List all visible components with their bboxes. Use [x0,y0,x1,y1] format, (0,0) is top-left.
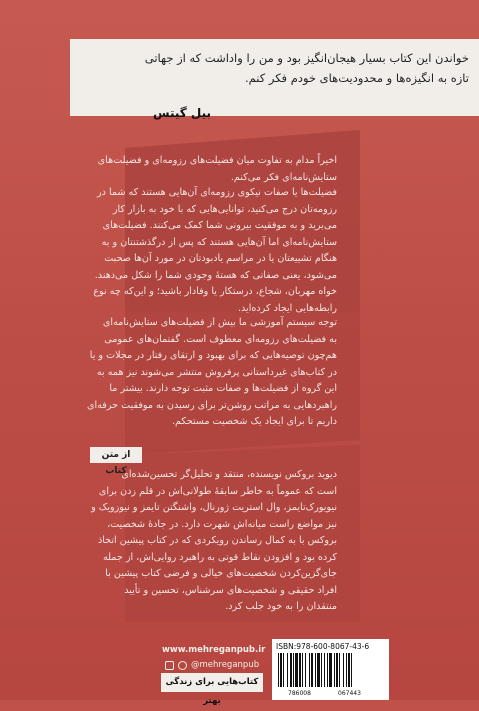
text-line: داریم تا برای ایجاد یک شخصیت مستحکم. [171,416,337,427]
text-line: می‌شود، یعنی صفاتی که هستهٔ وجودی شما را شکل می‌دهند. [94,269,337,281]
barcode-bar [278,653,279,687]
text-line: توجه سیستم آموزشی ما بیش از فضیلت‌های ستایش‌نامه‌ای [102,317,337,328]
barcode-bar [311,653,313,687]
publisher-social [165,660,259,670]
text-line: کرده بود و افزودن نقاط قوتی به راهبرد روایی‌اش، از جمله [102,551,337,563]
text-line: راهبردهایی به مراتب روشن‌تر برای رسیدن به موفقیت حرفه‌ای [86,399,337,411]
barcode-bar [295,653,298,687]
text-line: این گروه از فضیلت‌ها و صفات مثبت توجه دارند. بیشتر ما [109,383,337,394]
quote-line-1: خواندن این کتاب بسیار هیجان‌انگیز بود و من را واداشت که از جهاتی [144,51,469,65]
isbn-barcode [272,639,389,700]
text-line: می‌برید و به موفقیت بیرونی شما کمک می‌کنند. فضیلت‌های [102,220,337,231]
text-line: فضیلت‌ها یا صفات نیکوی رزومه‌ای آن‌هایی هستند که شما در [97,187,337,198]
barcode-bar [280,653,282,687]
barcode-bar [287,653,288,687]
text-line: نیز مواضع راست میانه‌اش شهرت دارد. در جادهٔ شخصیت، [107,518,337,530]
quote-line-2: تازه به انگیزه‌ها و محدودیت‌های خودم فکر کنم. [244,71,469,85]
barcode-bar [302,653,303,687]
barcode-bar [315,653,316,687]
text-line: نیویورک‌تایمز، وال استریت ژورنال، واشنگتن تایمز و نیوزویک و [91,502,337,513]
publisher-website[interactable]: www.mehreganpub.ir [162,645,266,655]
barcode-bar [309,653,310,687]
text-line: اخیراً مدام به تفاوت میان فضیلت‌های رزومه‌ای و فضیلت‌های [97,155,337,166]
text-line: خواه مهربان، شجاع، درستکار یا وفادار باشید؛ و این‌که چه نوع [93,286,337,297]
barcode-bar [299,653,301,687]
author-bio [87,467,337,616]
barcode-bar [351,653,352,687]
text-line: افراد حقیقی و شخصیت‌های سرشناس، تحسین و تأیید [124,584,337,596]
instagram-icon [165,661,174,670]
barcode-bar [290,653,292,687]
text-line: در کتاب‌های غیرداستانی پرفروش منتشر می‌شوند نیز همه به [96,366,337,378]
barcode-bar [343,653,344,687]
telegram-icon [178,661,187,670]
barcode-bar [348,653,350,687]
text-line: ستایش‌نامه‌ای فکر می‌کنم. [230,171,337,183]
text-line: رابطه‌هایی ایجاد کرده‌اید. [237,302,337,314]
intro-text [87,153,337,186]
paragraph-1 [87,185,337,317]
text-line: است که عموماً به خاطر سابقهٔ طولانی‌اش در قلم زدن برای [98,485,337,497]
barcode-bar [336,653,338,687]
barcode-bar [327,653,328,687]
publisher-slogan: کتاب‌هایی برای زندگی بهتر [161,673,263,692]
text-line: ستایش‌نامه‌ای اما آن‌هایی هستند که پس از درگذشتنتان و به [101,236,337,248]
text-line: بروکس با به کمال رساندن رویکردی که در کتاب پیشین اتخاذ [97,535,337,546]
from-text-label: از متن کتاب [90,447,142,463]
barcode-right-number: 067443 [338,690,361,697]
barcode-bar [346,653,347,687]
text-line: هنگام تشییعتان یا در مراسم یادبودتان در مورد آن‌ها صحبت [104,253,337,264]
barcode-bar [329,653,332,687]
paragraph-2 [87,315,337,431]
barcode-bar [293,653,294,687]
text-line: دیوید بروکس نویسنده، منتقد و تحلیل‌گر تحسین‌شده‌ای [121,469,337,480]
publisher-handle: @mehreganpub [191,660,260,670]
barcode-bar [339,653,340,687]
text-line: رزومه‌تان درج می‌کنید، توانایی‌هایی که با خود به بازار کار [112,203,337,215]
barcode-bar [283,653,284,687]
barcode-bars [276,653,385,687]
barcode-bar [334,653,335,687]
barcode-left-number: 786008 [288,690,311,697]
text-line: منتقدان را به خود جلب کرد. [225,601,337,612]
barcode-bar [321,653,322,687]
barcode-bar [324,653,325,687]
text-line: هم‌چون توصیه‌هایی که برای بهبود و ارتقای رفتار در مجلات و یا [89,350,337,361]
isbn-number: ISBN:978-600-8067-43-6 [276,642,370,651]
text-line: جای‌گزین‌کردن شخصیت‌های خیالی و فرضی کتاب پیشین با [105,568,337,579]
barcode-bar [317,653,320,687]
endorsement-quote [70,39,479,120]
barcode-bar [305,653,306,687]
text-line: به فضیلت‌های رزومه‌ای معطوف است. گفتمان‌های عمومی [104,333,337,345]
quote-author: بیل گیتس [153,106,212,120]
